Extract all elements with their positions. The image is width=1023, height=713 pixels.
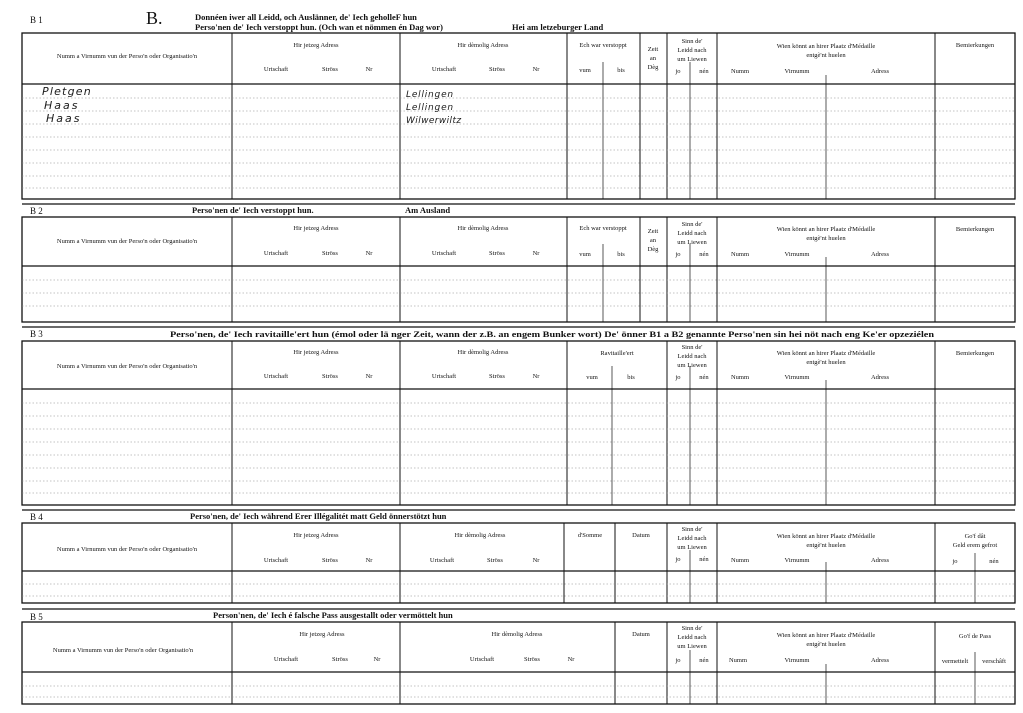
header-from: vum [586,374,598,381]
header-stross: Ströss [322,373,338,380]
header-nr: Nr [373,656,381,663]
header-no: nén [699,657,709,664]
header-alive-line2: Leidd nach [677,634,707,641]
header-urtschaft: Urtschaft [431,250,457,257]
header-name-column: Numm a Virnumm vun der Perso'n oder Organisatio'n [56,53,198,60]
section-b2 [22,204,1015,322]
header-stross: Ströss [524,656,540,663]
header-former-address: Hir dèmolig Adress [457,42,509,49]
header-sum: d'Somme [577,532,603,539]
header-urtschaft: Urtschaft [263,373,289,380]
header-remarks: Bemierkungen [955,226,995,233]
entry-former-town: Wilwerwiltz [406,116,462,126]
header-stross: Ströss [322,557,338,564]
header-stross: Ströss [332,656,348,663]
header-firstname: Virnumm [784,68,810,75]
header-nr: Nr [567,656,575,663]
header-urtschaft: Urtschaft [469,656,495,663]
header-alive-line3: um Liewen [677,56,707,63]
header-to: bis [617,67,625,74]
header-hidden: Ech war verstoppt [579,42,627,49]
header-nr: Nr [532,250,540,257]
header-time-line1: Zeit [647,46,659,53]
header-former-address: Hir dèmolig Adress [454,532,506,539]
header-alive-line2: Leidd nach [677,353,707,360]
entry-name: Pletgen [42,85,92,98]
header-alive-line2: Leidd nach [677,230,707,237]
header-nr: Nr [365,66,373,73]
entry-former-town: Lellingen [406,103,454,113]
header-time-line1: Zeit [647,228,659,235]
header-time-line3: Dèg [647,64,659,71]
header-medal-line2: entgè'nt huelen [806,542,846,549]
header-alive-line3: um Liewen [677,643,707,650]
header-former-address: Hir dèmolig Adress [457,349,509,356]
header-alive-line3: um Liewen [677,362,707,369]
header-urtschaft: Urtschaft [263,66,289,73]
header-medal-line2: entgè'nt huelen [806,359,846,366]
header-nr: Nr [365,250,373,257]
section-title: Person'nen, de' Iech é falsche Pass ausgestallt oder vermöttelt hun [213,610,453,620]
header-alive-line1: Sinn de' [681,221,703,228]
header-firstname: Virnumm [784,374,810,381]
header-yes: jo [952,558,958,565]
header-no: nén [699,251,709,258]
header-stross: Ströss [322,250,338,257]
header-former-address: Hir dèmolig Adress [491,631,543,638]
header-urtschaft: Urtschaft [263,250,289,257]
section-title: Perso'nen, de' Iech ravitaille'ert hun (émol oder lä nger Zeit, wann der z.B. an engem Bunker wort) De' önner B1 a B2 genannte Perso'nen sin hei nöt nach eng Ke'er opzeziélen [170,330,935,339]
section-code: B 3 [30,329,43,339]
header-medal-line1: Wien könnt an hirer Plaatz d'Médaille [776,43,876,50]
header-to: bis [627,374,635,381]
header-time-line3: Dèg [647,246,659,253]
entry-former-town: Lellingen [406,90,454,100]
header-surname: Numm [730,557,750,564]
header-name-column: Numm a Virnumm vun der Perso'n oder Organisatio'n [52,647,194,654]
header-current-address: Hir jetzeg Adress [293,225,339,232]
section-title-line1: Donnéen iwer all Leidd, och Auslänner, de' Iech geholleF hun [195,12,417,22]
header-alive-line3: um Liewen [677,544,707,551]
header-nr: Nr [365,557,373,564]
header-firstname: Virnumm [784,557,810,564]
header-time-line2: an [649,55,657,62]
header-no: nén [989,558,999,565]
header-no: nén [699,374,709,381]
header-stross: Ströss [489,373,505,380]
header-procured: verschâft [982,658,1006,665]
header-medal-line2: entgè'nt huelen [806,52,846,59]
header-nr: Nr [532,373,540,380]
header-surname: Numm [730,68,750,75]
header-nr: Nr [365,373,373,380]
header-urtschaft: Urtschaft [431,66,457,73]
header-medal-line2: entgè'nt huelen [806,235,846,242]
header-urtschaft: Urtschaft [431,373,457,380]
header-former-address: Hir dèmolig Adress [457,225,509,232]
header-time-line2: an [649,237,657,244]
header-yes: jo [675,556,681,563]
header-nr: Nr [532,557,540,564]
header-yes: jo [675,251,681,258]
header-alive-line1: Sinn de' [681,625,703,632]
section-code: B 4 [30,512,43,522]
header-yes: jo [675,374,681,381]
header-urtschaft: Urtschaft [273,656,299,663]
header-address: Adress [870,657,890,664]
header-name-column: Numm a Virnumm vun der Perso'n oder Organisatio'n [56,238,198,245]
header-firstname: Virnumm [784,251,810,258]
header-date: Datum [632,532,650,539]
section-b1 [22,8,1015,199]
header-stross: Ströss [487,557,503,564]
section-code: B 2 [30,206,43,216]
header-to: bis [617,251,625,258]
header-from: vum [579,67,591,74]
header-money-returned-line2: Geld erem gefrot [952,542,998,549]
header-medal-line1: Wien könnt an hirer Plaatz d'Médaille [776,350,876,357]
header-urtschaft: Urtschaft [429,557,455,564]
header-address: Adress [870,251,890,258]
header-address: Adress [870,374,890,381]
header-hidden: Ech war verstoppt [579,225,627,232]
header-name-column: Numm a Virnumm vun der Perso'n oder Organisatio'n [56,363,198,370]
header-yes: jo [675,68,681,75]
header-supplied: Ravitaille'ert [600,350,634,357]
header-current-address: Hir jetzeg Adress [299,631,345,638]
section-b3 [22,327,1015,505]
header-no: nén [699,68,709,75]
header-remarks: Bemierkungen [955,350,995,357]
header-current-address: Hir jetzeg Adress [293,349,339,356]
header-medal-line2: entgè'nt huelen [806,641,846,648]
header-alive-line1: Sinn de' [681,344,703,351]
header-date: Datum [632,631,650,638]
header-yes: jo [675,657,681,664]
header-money-returned-line1: Go'f dât [964,533,986,540]
entry-name: Haas [44,99,80,112]
section-b4 [22,510,1015,603]
header-stross: Ströss [489,66,505,73]
header-from: vum [579,251,591,258]
header-passport-given: Go'f de Pass [958,633,992,640]
section-location: Hei am letzeburger Land [512,22,604,32]
header-remarks: Bemierkungen [955,42,995,49]
header-stross: Ströss [322,66,338,73]
section-code: B 1 [30,15,43,25]
section-title-line2: Perso'nen de' Iech verstoppt hun. (Och wan et nömmen én Dag wor) [195,22,443,32]
header-alive-line3: um Liewen [677,239,707,246]
header-no: nén [699,556,709,563]
header-alive-line2: Leidd nach [677,47,707,54]
section-title: Perso'nen, de' Iech während Erer Illégalitét matt Geld önnerstötzt hun [190,511,447,521]
header-medal-line1: Wien könnt an hirer Plaatz d'Médaille [776,632,876,639]
section-code: B 5 [30,612,43,622]
header-mediated: vermettelt [941,658,969,665]
header-alive-line1: Sinn de' [681,38,703,45]
header-name-column: Numm a Virnumm vun der Perso'n oder Organisatio'n [56,546,198,553]
header-current-address: Hir jetzeg Adress [293,532,339,539]
header-surname: Numm [730,374,750,381]
header-current-address: Hir jetzeg Adress [293,42,339,49]
header-stross: Ströss [489,250,505,257]
header-nr: Nr [532,66,540,73]
header-surname: Numm [730,251,750,258]
header-alive-line2: Leidd nach [677,535,707,542]
section-location: Am Ausland [405,205,451,215]
header-address: Adress [870,68,890,75]
header-urtschaft: Urtschaft [263,557,289,564]
big-letter: B. [146,8,163,28]
header-address: Adress [870,557,890,564]
header-firstname: Virnumm [784,657,810,664]
header-surname: Numm [728,657,748,664]
header-medal-line1: Wien könnt an hirer Plaatz d'Médaille [776,226,876,233]
section-title: Perso'nen de' Iech verstoppt hun. [192,205,314,215]
header-alive-line1: Sinn de' [681,526,703,533]
header-medal-line1: Wien könnt an hirer Plaatz d'Médaille [776,533,876,540]
entry-name: Haas [46,112,82,125]
section-b5 [22,609,1015,704]
